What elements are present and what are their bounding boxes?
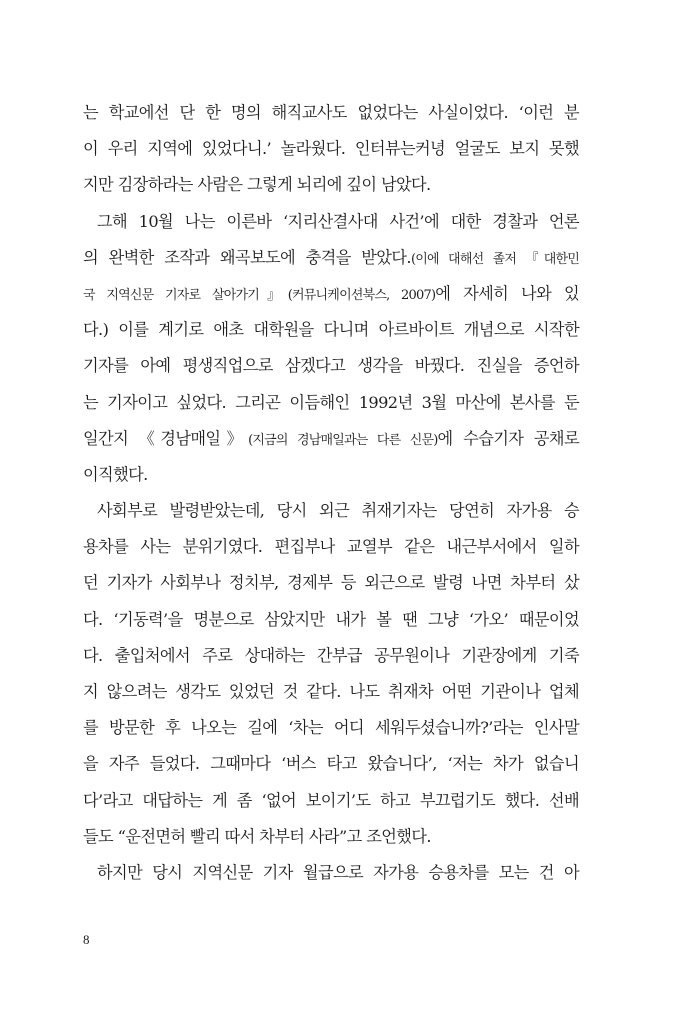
text-line-7: [83, 312, 579, 348]
text-line-22: [83, 855, 579, 891]
text-line-18: [83, 710, 579, 746]
text-line-1: [83, 95, 579, 131]
page-body: [83, 95, 579, 891]
text-line-17: [83, 674, 579, 710]
text-line-4: [83, 204, 579, 240]
line-text: 다.) 이를 계기로 애초 대학원을 다니며 아르바이트 개념으로 시작한: [83, 320, 579, 340]
text-line-5: [83, 240, 579, 276]
aside-text: (지금의 경남매일과는 다른 신문): [248, 432, 438, 448]
text-line-8: [83, 348, 579, 384]
citation-text: 국 지역신문 기자로 살아가기』(커뮤니케이션북스, 2007): [83, 287, 436, 303]
text-line-11: [83, 457, 579, 493]
text-line-9: [83, 385, 579, 421]
line-text: 다. 출입처에서 주로 상대하는 간부급 공무원이나 기관장에게 기죽: [83, 645, 579, 665]
line-text: 이 우리 지역에 있었다니.’ 놀라웠다. 인터뷰는커녕 얼굴도 보지 못했: [83, 139, 579, 159]
text-line-15: [83, 602, 579, 638]
line-text: 지 않으려는 생각도 있었던 것 같다. 나도 취재차 어떤 기관이나 업체: [83, 682, 579, 701]
text-line-13: [83, 529, 579, 565]
text-line-6: [83, 276, 579, 312]
text-line-3: [83, 167, 579, 203]
text-line-12: [83, 493, 579, 529]
text-line-2: [83, 131, 579, 167]
line-text: 는 학교에선 단 한 명의 해직교사도 없었다는 사실이었다. ‘이런 분: [83, 103, 579, 122]
line-text: 는 기자이고 싶었다. 그리곤 이듬해인 1992년 3월 마산에 본사를 둔: [83, 392, 579, 412]
text-line-10: [83, 421, 579, 457]
line-text: 다. ‘기동력’을 명분으로 삼았지만 내가 볼 땐 그냥 ‘가오’ 때문이었: [83, 609, 579, 629]
line-text: 에 수습기자 공채로: [437, 428, 579, 448]
line-text: 일간지 《경남매일》: [83, 428, 249, 448]
line-text: 던 기자가 사회부나 정치부, 경제부 등 외근으로 발령 나면 차부터 샀: [83, 573, 579, 593]
line-text: 에 자세히 나와 있: [435, 283, 579, 303]
line-text: 기자를 아예 평생직업으로 삼겠다고 생각을 바꿨다. 진실을 증언하: [83, 356, 579, 376]
text-line-20: [83, 783, 579, 819]
line-text: 이직했다.: [83, 464, 148, 484]
text-line-16: [83, 638, 579, 674]
text-line-14: [83, 565, 579, 601]
page-number: 8: [83, 932, 90, 947]
line-text: 을 자주 들었다. 그때마다 ‘버스 타고 왔습니다’, ‘저는 차가 없습니: [83, 754, 579, 774]
line-text: 하지만 당시 지역신문 기자 월급으로 자가용 승용차를 모는 건 아: [97, 862, 579, 882]
line-text: 의 완벽한 조작과 왜곡보도에 충격을 받았다.: [83, 247, 411, 267]
line-text: 그해 10월 나는 이른바 ‘지리산결사대 사건’에 대한 경찰과 언론: [97, 211, 579, 231]
line-text: 지만 김장하라는 사람은 그렇게 뇌리에 깊이 남았다.: [83, 175, 431, 195]
line-text: 들도 “운전면허 빨리 따서 차부터 사라”고 조언했다.: [83, 826, 431, 846]
line-text: 다’라고 대답하는 게 좀 ‘없어 보이기’도 하고 부끄럽기도 했다. 선배: [83, 790, 579, 810]
line-text: 용차를 사는 분위기였다. 편집부나 교열부 같은 내근부서에서 일하: [83, 537, 579, 557]
line-text: 사회부로 발령받았는데, 당시 외근 취재기자는 당연히 자가용 승: [97, 501, 579, 521]
citation-text: (이에 대해선 졸저 『대한민: [410, 251, 579, 267]
line-text: 를 방문한 후 나오는 길에 ‘차는 어디 세워두셨습니까?’라는 인사말: [83, 718, 579, 738]
text-line-19: [83, 746, 579, 782]
text-line-21: [83, 819, 579, 855]
